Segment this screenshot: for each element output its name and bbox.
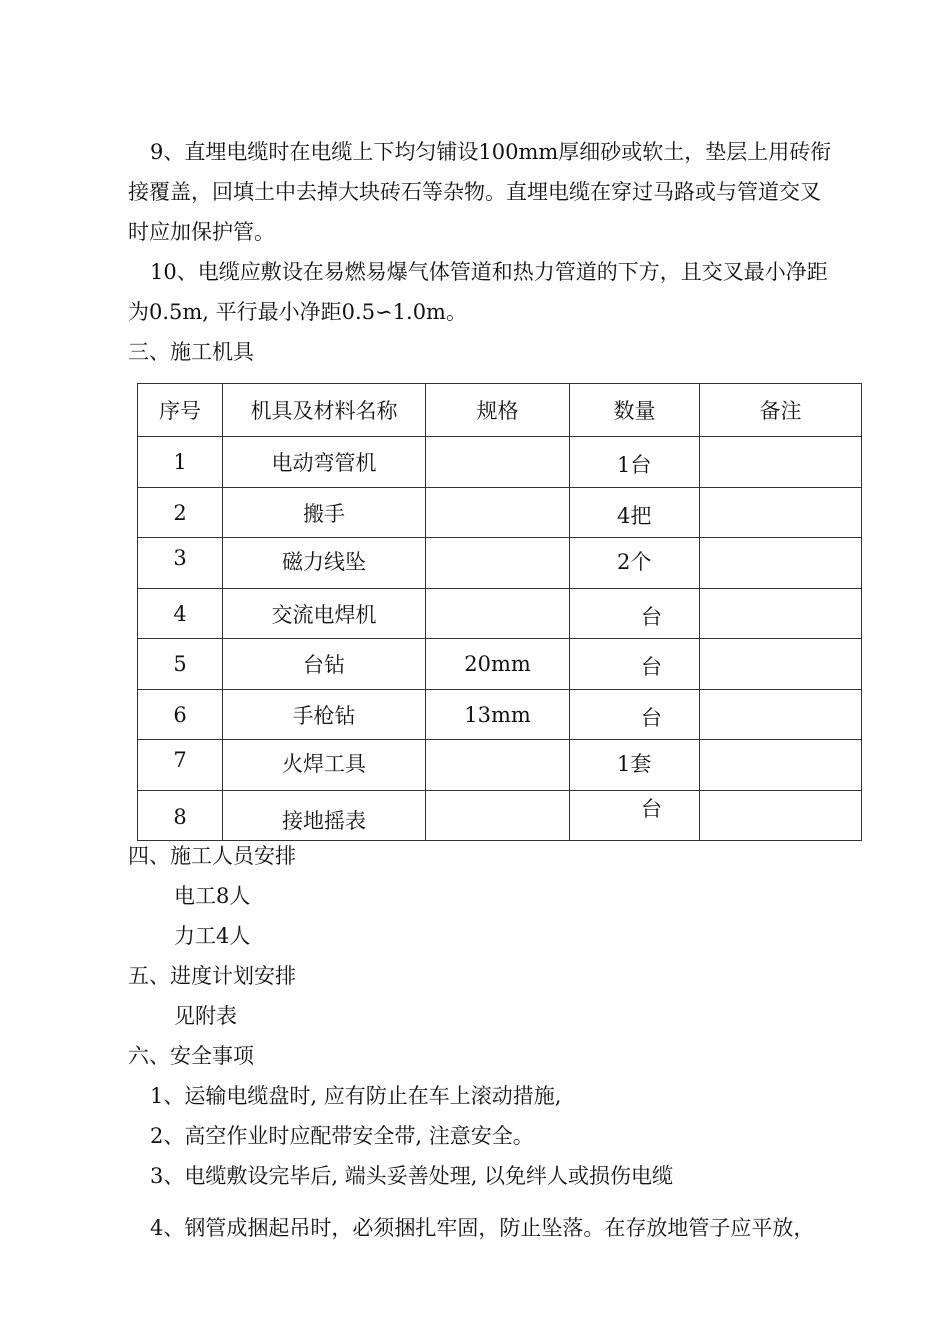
- header-name: 机具及材料名称: [223, 384, 426, 437]
- section-6-heading: 六、安全事项: [128, 1044, 254, 1068]
- row-qty-value: 台: [641, 655, 662, 679]
- paragraph-10-line-1: 10、电缆应敷设在易燃易爆气体管道和热力管道的下方，且交叉最小净距: [150, 260, 828, 284]
- row-name: 台钻: [223, 639, 426, 690]
- row-qty-value: 2个: [617, 550, 652, 574]
- row-no-value: 8: [173, 805, 187, 829]
- row-spec: [426, 740, 570, 791]
- safety-item: 4、钢管成捆起吊时，必须捆扎牢固，防止坠落。在存放地管子应平放，: [150, 1216, 815, 1240]
- row-qty-value: 1台: [617, 453, 652, 477]
- row-qty: [570, 589, 700, 639]
- row-spec: 20mm: [426, 639, 570, 690]
- row-note: [700, 791, 862, 841]
- row-qty-value: 台: [641, 605, 662, 629]
- row-qty-value: 台: [641, 706, 662, 730]
- row-qty-value: 1套: [617, 752, 652, 776]
- row-note: [700, 488, 862, 538]
- row-note: [700, 589, 862, 639]
- row-no: 1: [138, 437, 223, 488]
- table-header-row: [138, 384, 862, 437]
- schedule-reference: 见附表: [174, 1004, 237, 1028]
- row-qty: [570, 488, 700, 538]
- section-3-heading: 三、施工机具: [128, 340, 254, 364]
- staff-laborers: 力工4人: [174, 924, 251, 948]
- header-no: 序号: [138, 384, 223, 437]
- row-qty-value: 4把: [617, 504, 652, 528]
- paragraph-9-line-3: 时应加保护管。: [128, 220, 275, 244]
- row-name: 搬手: [223, 488, 426, 538]
- row-note: [700, 639, 862, 690]
- row-no: [138, 538, 223, 589]
- row-no: 6: [138, 690, 223, 740]
- row-name: [223, 740, 426, 791]
- row-note: [700, 437, 862, 488]
- row-name-value: 接地摇表: [282, 809, 366, 833]
- row-spec: [426, 538, 570, 589]
- safety-item: 2、高空作业时应配带安全带, 注意安全。: [150, 1124, 534, 1148]
- row-qty: [570, 538, 700, 589]
- safety-item: 1、运输电缆盘时, 应有防止在车上滚动措施,: [150, 1084, 562, 1108]
- row-no: 2: [138, 488, 223, 538]
- row-name: 手枪钻: [223, 690, 426, 740]
- header-qty: 数量: [570, 384, 700, 437]
- paragraph-9-line-2: 接覆盖，回填土中去掉大块砖石等杂物。直埋电缆在穿过马路或与管道交叉: [128, 180, 821, 204]
- row-no: [138, 791, 223, 841]
- row-spec: [426, 437, 570, 488]
- section-5-heading: 五、进度计划安排: [128, 964, 296, 988]
- paragraph-10-line-2: 为0.5m, 平行最小净距0.5∽1.0m。: [128, 300, 467, 324]
- row-note: [700, 690, 862, 740]
- row-note: [700, 740, 862, 791]
- row-spec: 13mm: [426, 690, 570, 740]
- row-name: 交流电焊机: [223, 589, 426, 639]
- row-name: 电动弯管机: [223, 437, 426, 488]
- table-row: [138, 437, 862, 488]
- table-row: [138, 589, 862, 639]
- paragraph-9-line-1: 9、直埋电缆时在电缆上下均匀铺设100mm厚细砂或软土，垫层上用砖衔: [150, 140, 832, 164]
- row-name: [223, 538, 426, 589]
- row-no-value: 3: [173, 546, 187, 570]
- table-row: [138, 538, 862, 589]
- row-qty: [570, 740, 700, 791]
- header-note: 备注: [700, 384, 862, 437]
- row-no-value: 7: [173, 748, 187, 772]
- header-spec: 规格: [426, 384, 570, 437]
- row-name-value: 火焊工具: [282, 752, 366, 776]
- table-row: [138, 488, 862, 538]
- row-no: [138, 740, 223, 791]
- section-4-heading: 四、施工人员安排: [128, 844, 296, 868]
- table-row: [138, 791, 862, 841]
- safety-item: 3、电缆敷设完毕后, 端头妥善处理, 以免绊人或损伤电缆: [150, 1164, 674, 1188]
- row-no: 4: [138, 589, 223, 639]
- row-spec: [426, 589, 570, 639]
- row-qty: [570, 639, 700, 690]
- row-spec: [426, 791, 570, 841]
- table-row: [138, 690, 862, 740]
- row-name-value: 磁力线坠: [282, 550, 366, 574]
- row-qty: [570, 437, 700, 488]
- row-qty-value: 台: [641, 797, 662, 821]
- row-qty: [570, 690, 700, 740]
- table-row: [138, 740, 862, 791]
- staff-electricians: 电工8人: [174, 884, 251, 908]
- row-name: [223, 791, 426, 841]
- equipment-table: [137, 383, 862, 841]
- table-row: [138, 639, 862, 690]
- row-no: 5: [138, 639, 223, 690]
- row-note: [700, 538, 862, 589]
- row-spec: [426, 488, 570, 538]
- row-qty: [570, 791, 700, 841]
